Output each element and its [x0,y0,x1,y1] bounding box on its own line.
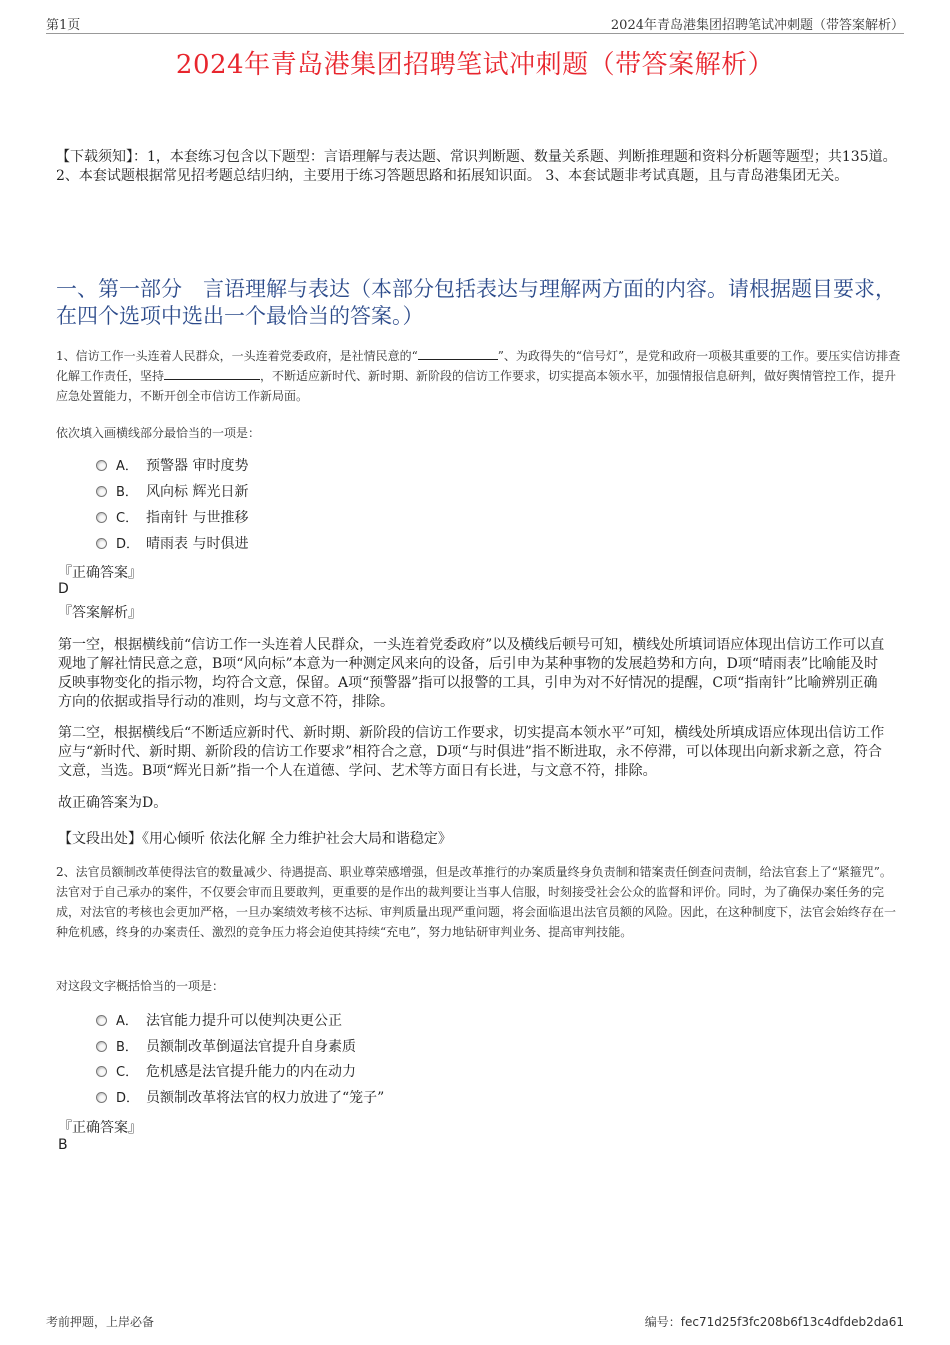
fill-blank-1 [418,347,498,360]
option-letter: A． [116,1014,138,1029]
option-q1-d[interactable] [96,534,248,554]
option-q1-a[interactable] [96,456,248,476]
answer-label-q1: 『正确答案』 [58,565,142,581]
question-1-text-part-c: ，不断适应新时代、新时期、新阶段的信访工作要求，切实提高本领水平，加强情报信息研判，做好舆情管控工作，提升应急处置能力，不断开创全市信访工作新局面。 [56,369,897,403]
option-text: 预警器 审时度势 [146,458,249,474]
radio-icon[interactable] [96,460,107,471]
answer-label-q2: 『正确答案』 [58,1120,142,1136]
option-text: 法官能力提升可以使判决更公正 [146,1013,342,1029]
question-1-text [56,346,902,406]
option-q2-c[interactable] [96,1062,356,1082]
footer-slogan: 考前押题，上岸必备 [46,1315,155,1329]
option-text: 危机感是法官提升能力的内在动力 [146,1064,356,1080]
radio-icon[interactable] [96,486,107,497]
option-letter: D． [116,537,140,552]
option-text: 晴雨表 与时俱进 [146,536,249,552]
question-1-text-part-a: 1、信访工作一头连着人民群众，一头连着党委政府，是社情民意的“ [56,349,418,363]
option-letter: C． [116,1065,139,1080]
option-letter: B． [116,485,138,500]
analysis-conclusion: 故正确答案为D。 [58,795,168,811]
header-divider [46,33,904,34]
option-q1-b[interactable] [96,482,248,502]
option-q1-c[interactable] [96,508,248,528]
analysis-paragraph-1: 第一空，根据横线前“信访工作一头连着人民群众，一头连着党委政府”以及横线后顿号可知，横线处所填词语应体现出信访工作可以直观地了解社情民意之意，B项“风向标”本意为一种测定风来向的设备，后引申为某种事物的发展趋势和方向，D项“晴雨表”比喻能及时反映事物变化的指示物，均符合文意，保留。A项“预警器”指可以报警的工具，引申为对不好情况的提醒，C项“指南针”比喻辨别正确方向的依据或指导行动的准则，均与文意不符，排除。 [58,637,885,710]
analysis-label-q1: 『答案解析』 [58,605,142,621]
option-q2-b[interactable] [96,1037,356,1057]
analysis-paragraph-2: 第二空，根据横线后“不断适应新时代、新时期、新阶段的信访工作要求，切实提高本领水平”可知，横线处所填成语应体现出信访工作应与“新时代、新时期、新阶段的信访工作要求”相符合之意，D项“与时俱进”指不断进取，永不停滞，可以体现出向新求新之意，符合文意，当选。B项“辉光日新”指一个人在道德、学问、艺术等方面日有长进，与文意不符，排除。 [58,725,885,779]
download-notice: 【下载须知】：1，本套练习包含以下题型：言语理解与表达题、常识判断题、数量关系题、判断推理题和资料分析题等题型；共135道。 2、本套试题根据常见招考题总结归纳，主要用于练习答题思路和拓展知识面。 3、本套试题非考试真题，且与青岛港集团无关。 [56,149,897,184]
radio-icon[interactable] [96,512,107,523]
option-letter: B． [116,1040,138,1055]
option-text: 指南针 与世推移 [146,510,249,526]
option-letter: D． [116,1091,140,1106]
footer-code-value: fec71d25f3fc208b6f13c4dfdeb2da61 [680,1315,904,1329]
option-text: 员额制改革将法官的权力放进了“笼子” [146,1090,385,1106]
answer-q2: B [58,1137,68,1153]
answer-q1: D [58,581,69,597]
option-text: 风向标 辉光日新 [146,484,249,500]
page-title: 2024年青岛港集团招聘笔试冲刺题（带答案解析） [175,50,775,80]
radio-icon[interactable] [96,1041,107,1052]
question-1-text-part-b: ”、为政得失的“信号灯”，是党和政府一项极其重要的工作。要压实信访排查化解工作责任，坚持 [56,349,901,383]
question-2-prompt: 对这段文字概括恰当的一项是： [56,979,225,993]
footer-doc-code [645,1313,904,1330]
option-text: 员额制改革倒逼法官提升自身素质 [146,1039,356,1055]
radio-icon[interactable] [96,1092,107,1103]
option-q2-a[interactable] [96,1011,342,1031]
question-1-prompt: 依次填入画横线部分最恰当的一项是： [56,426,261,440]
radio-icon[interactable] [96,538,107,549]
page-number: 第1页 [46,18,81,33]
header-doc-title: 2024年青岛港集团招聘笔试冲刺题（带答案解析） [610,18,904,33]
source-citation: 【文段出处】《用心倾听 依法化解 全力维护社会大局和谐稳定》 [58,831,452,847]
option-letter: A． [116,459,138,474]
radio-icon[interactable] [96,1015,107,1026]
option-q2-d[interactable] [96,1088,384,1108]
section-heading: 一、第一部分 言语理解与表达（本部分包括表达与理解两方面的内容。请根据题目要求，在四个选项中选出一个最恰当的答案。） [56,277,896,328]
footer-code-label: 编号： [644,1315,681,1329]
radio-icon[interactable] [96,1066,107,1077]
option-letter: C． [116,511,139,526]
fill-blank-2 [164,367,260,380]
question-2-text: 2、法官员额制改革使得法官的数量减少、待遇提高、职业尊荣感增强，但是改革推行的办案质量终身负责制和错案责任倒查问责制，给法官套上了“紧箍咒”。法官对于自己承办的案件，不仅要会审而且要敢判，更重要的是作出的裁判要让当事人信服，时刻接受社会公众的监督和评价。同时，为了确保办案任务的完成，对法官的考核也会更加严格，一旦办案绩效考核不达标、审判质量出现严重问题，将会面临退出法官员额的风险。因此，在这种制度下，法官会始终存在一种危机感，终身的办案责任、激烈的竞争压力将会迫使其持续“充电”，努力地钻研审判业务、提高审判技能。 [56,865,897,939]
